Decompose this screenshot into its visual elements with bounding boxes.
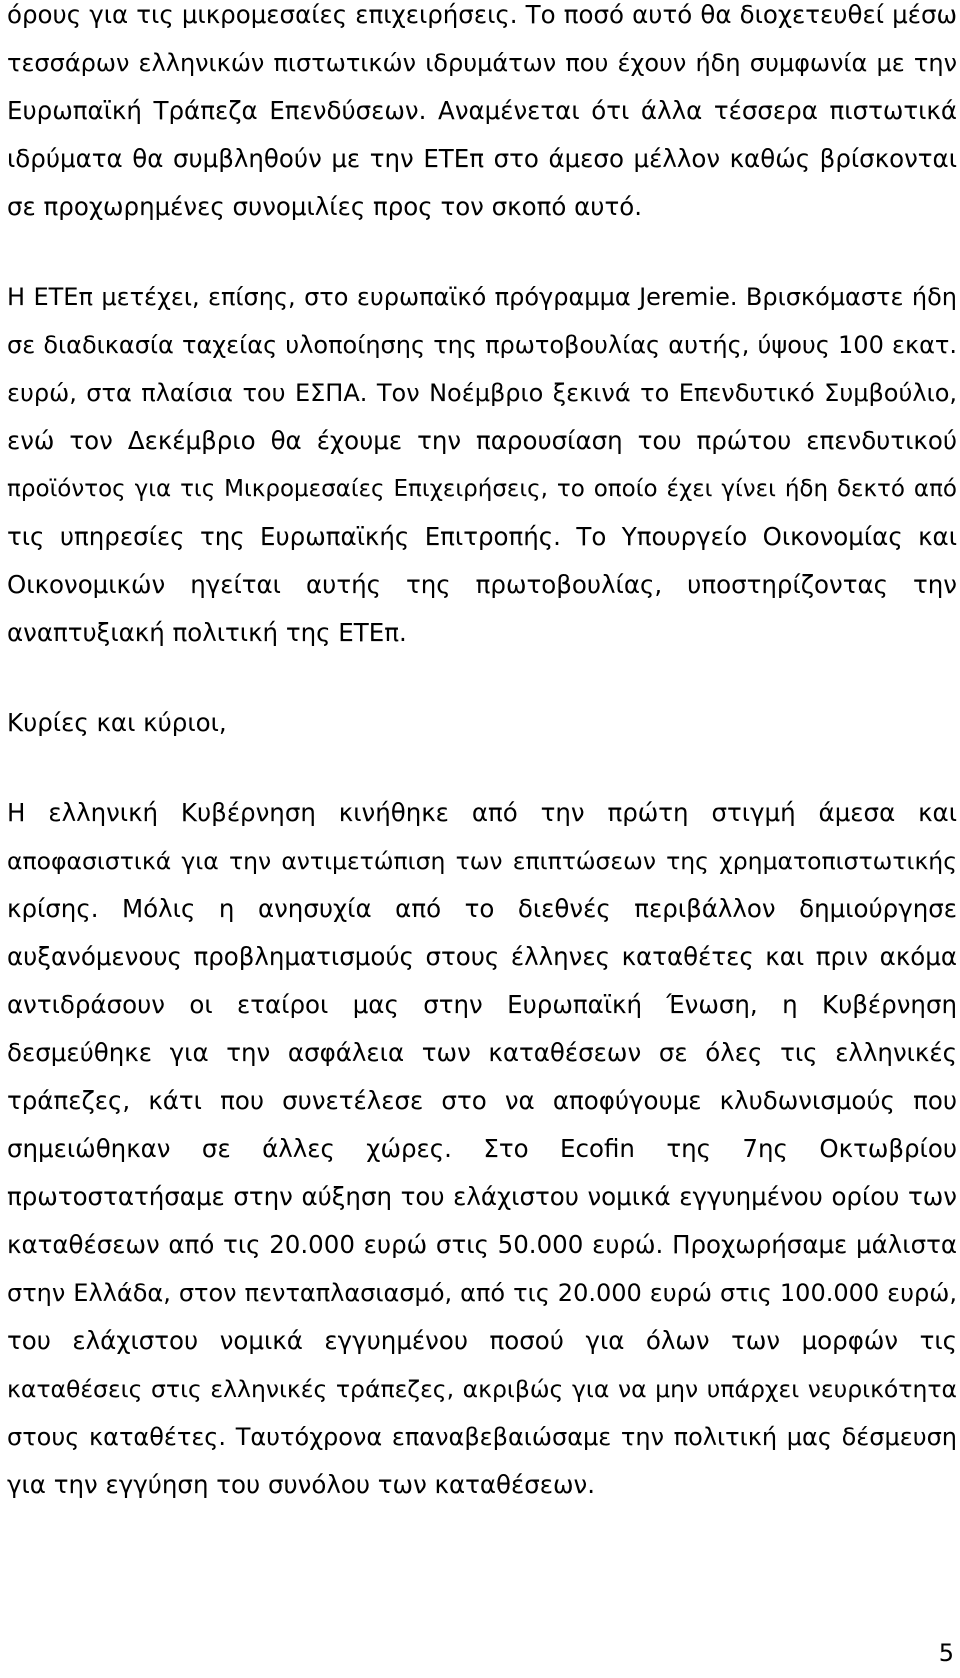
text-line: ενώ τον Δεκέμβριο θα έχουμε την παρουσίαση του πρώτου επενδυτικού [7,426,957,455]
text-line: στην Ελλάδα, στον πενταπλασιασμό, από τις 20.000 ευρώ στις 100.000 ευρώ, [7,1279,957,1307]
text-line: καταθέσεις στις ελληνικές τράπεζες, ακριβώς για να μην υπάρχει νευρικότητα [7,1375,957,1403]
text-line: όρους για τις μικρομεσαίες επιχειρήσεις. Το ποσό αυτό θα διοχετευθεί μέσω [7,0,957,29]
text-line: δεσμεύθηκε για την ασφάλεια των καταθέσεων σε όλες τις ελληνικές [7,1038,957,1067]
text-line: καταθέσεων από τις 20.000 ευρώ στις 50.000 ευρώ. Προχωρήσαμε μάλιστα [7,1230,957,1259]
text-line: Ευρωπαϊκή Τράπεζα Επενδύσεων. Αναμένεται ότι άλλα τέσσερα πιστωτικά [7,96,957,125]
text-line: ευρώ, στα πλαίσια του ΕΣΠΑ. Τον Νοέμβριο ξεκινά το Επενδυτικό Συμβούλιο, [7,379,957,407]
text-line: αυξανόμενους προβληματισμούς στους έλληνες καταθέτες και πριν ακόμα [7,942,957,971]
text-line: ιδρύματα θα συμβληθούν με την ΕΤΕπ στο άμεσο μέλλον καθώς βρίσκονται [7,144,957,173]
page-number: 5 [938,1639,954,1667]
text-line: Η ελληνική Κυβέρνηση κινήθηκε από την πρώτη στιγμή άμεσα και [7,798,957,827]
text-line: σε προχωρημένες συνομιλίες προς τον σκοπό αυτό. [7,192,642,221]
text-line: κρίσης. Μόλις η ανησυχία από το διεθνές περιβάλλον δημιούργησε [7,894,957,923]
text-line: Η ΕΤΕπ μετέχει, επίσης, στο ευρωπαϊκό πρόγραμμα Jeremie. Βρισκόμαστε ήδη [7,283,957,311]
text-line: τις υπηρεσίες της Ευρωπαϊκής Επιτροπής. Το Υπουργείο Οικονομίας και [7,522,957,551]
text-line: αποφασιστικά για την αντιμετώπιση των επιπτώσεων της χρηματοπιστωτικής [7,847,957,875]
text-line: για την εγγύηση του συνόλου των καταθέσεων. [7,1470,596,1499]
text-line: τεσσάρων ελληνικών πιστωτικών ιδρυμάτων που έχουν ήδη συμφωνία με την [7,49,957,77]
text-line: τράπεζες, κάτι που συνετέλεσε στο να αποφύγουμε κλυδωνισμούς που [7,1086,957,1115]
text-line: σε διαδικασία ταχείας υλοποίησης της πρωτοβουλίας αυτής, ύψους 100 εκατ. [7,331,957,359]
text-line: αντιδράσουν οι εταίροι μας στην Ευρωπαϊκή Ένωση, η Κυβέρνηση [7,990,957,1019]
text-line: πρωτοστατήσαμε στην αύξηση του ελάχιστου νομικά εγγυημένου ορίου των [7,1182,957,1211]
text-line: Οικονομικών ηγείται αυτής της πρωτοβουλίας, υποστηρίζοντας την [7,570,957,599]
text-line: Κυρίες και κύριοι, [7,708,227,737]
text-line: στους καταθέτες. Ταυτόχρονα επαναβεβαιώσαμε την πολιτική μας δέσμευση [7,1423,957,1451]
text-line: προϊόντος για τις Μικρομεσαίες Επιχειρήσεις, το οποίο έχει γίνει ήδη δεκτό από [7,476,957,502]
text-line: αναπτυξιακή πολιτική της ΕΤΕπ. [7,618,407,647]
text-line: του ελάχιστου νομικά εγγυημένου ποσού για όλων των μορφών τις [7,1326,957,1355]
text-line: σημειώθηκαν σε άλλες χώρες. Στο Ecofin της 7ης Οκτωβρίου [7,1134,957,1163]
